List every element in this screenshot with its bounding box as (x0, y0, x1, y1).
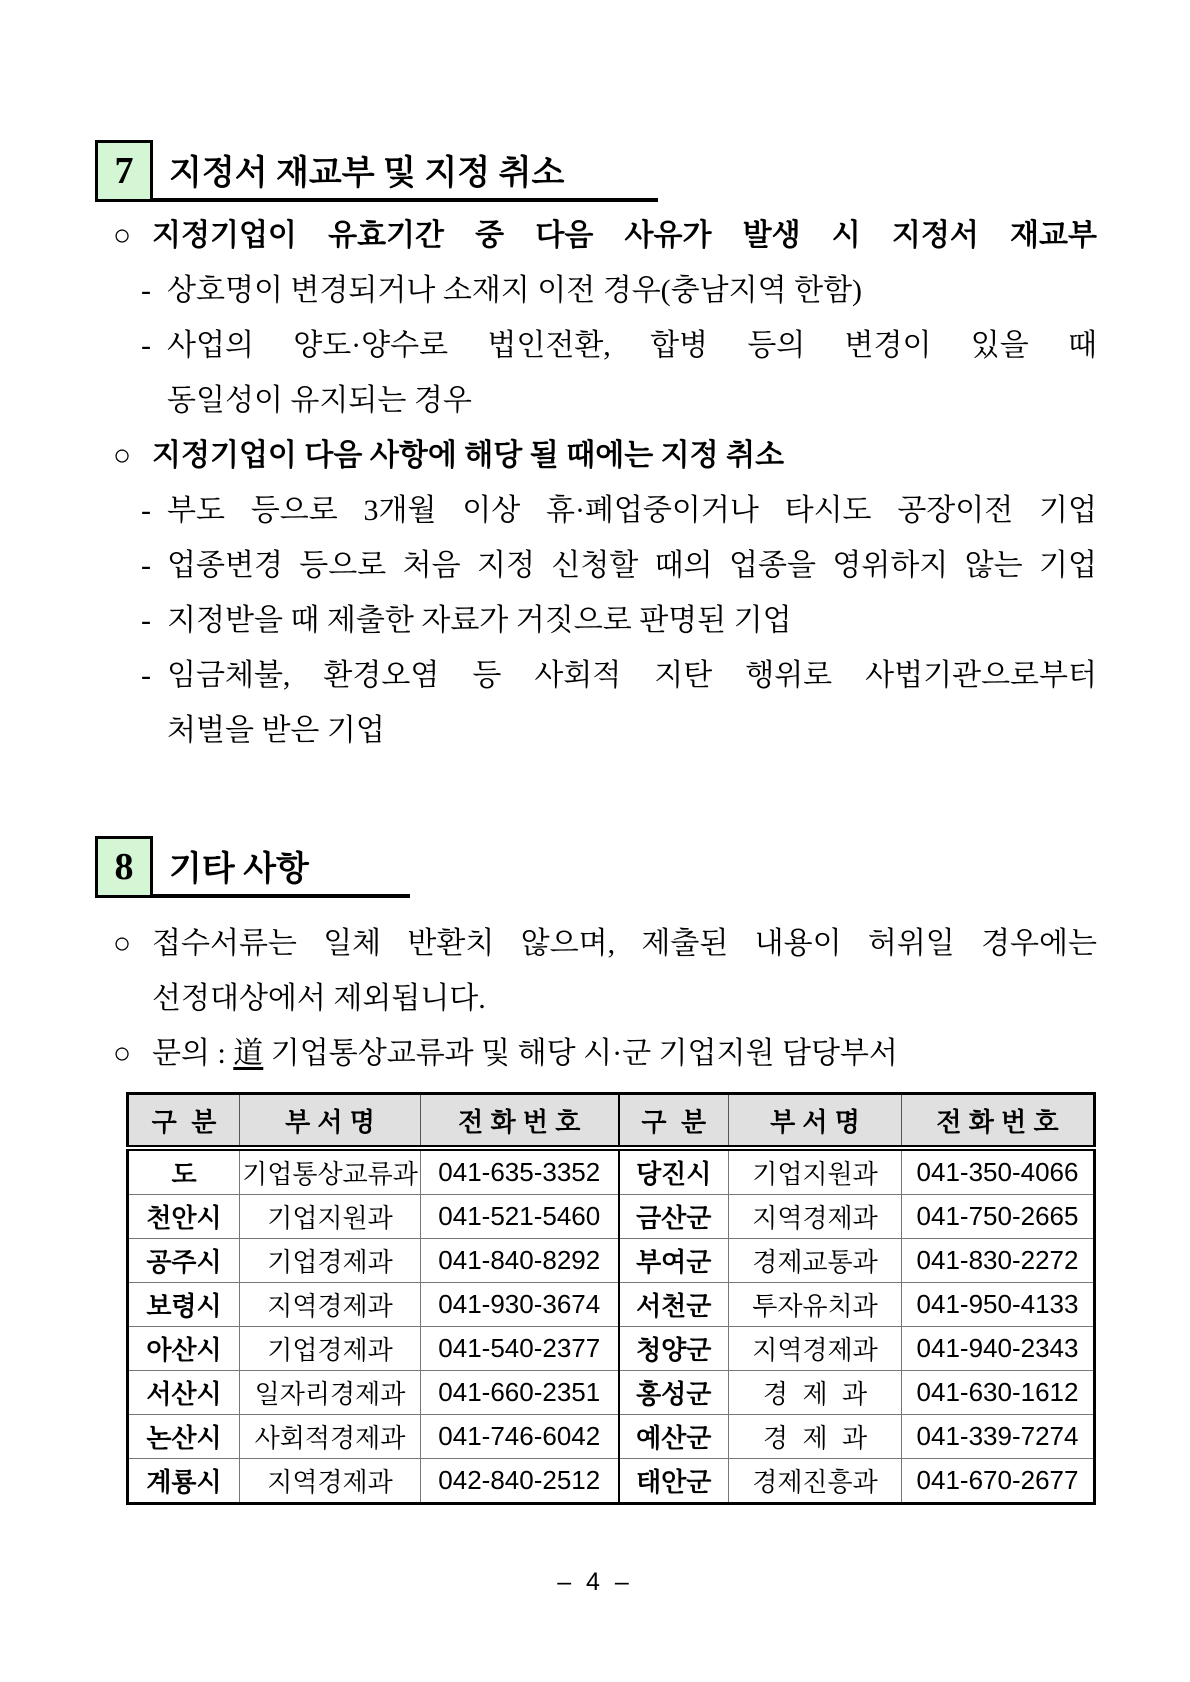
section-8-body (95, 916, 1097, 1081)
sub-text: 사업의 양도·양수로 법인전환, 합병 등의 변경이 있을 때 (167, 329, 1097, 362)
column-header-region-1: 구 분 (128, 1094, 240, 1149)
cell-dept: 기업경제과 (240, 1239, 421, 1283)
cell-region: 서산시 (128, 1371, 240, 1415)
bullet-text: 선정대상에서 제외됩니다. (152, 982, 486, 1015)
cell-region: 계룡시 (128, 1459, 240, 1504)
sub-text: 상호명이 변경되거나 소재지 이전 경우(충남지역 한함) (167, 274, 863, 307)
cell-phone: 041-670-2677 (902, 1459, 1095, 1504)
cell-dept: 지역경제과 (240, 1283, 421, 1327)
table-row (128, 1283, 1095, 1327)
cell-dept: 경제교통과 (729, 1239, 902, 1283)
table-row (128, 1459, 1095, 1504)
sub-text: 지정받을 때 제출한 자료가 거짓으로 판명된 기업 (167, 604, 792, 637)
cell-region: 금산군 (619, 1195, 729, 1239)
cell-phone: 041-930-3674 (421, 1283, 619, 1327)
cell-region: 예산군 (619, 1415, 729, 1459)
cell-region: 부여군 (619, 1239, 729, 1283)
circle-bullet-marker: ○ (113, 439, 132, 472)
cell-dept: 지역경제과 (240, 1459, 421, 1504)
cell-region: 홍성군 (619, 1371, 729, 1415)
section-7-header (95, 140, 1097, 202)
bullet-item (113, 916, 1097, 971)
cell-phone: 041-339-7274 (902, 1415, 1095, 1459)
page-number: – 4 – (557, 1568, 633, 1596)
table-row (128, 1327, 1095, 1371)
cell-dept: 지역경제과 (729, 1327, 902, 1371)
table-row (128, 1415, 1095, 1459)
cell-dept: 일자리경제과 (240, 1371, 421, 1415)
cell-phone: 041-940-2343 (902, 1327, 1095, 1371)
contact-line-prefix: 문의 : (152, 1037, 234, 1070)
table-row (128, 1371, 1095, 1415)
dash-bullet-marker: - (141, 329, 151, 362)
page-content (95, 0, 1097, 1505)
bullet-item (113, 1026, 1097, 1081)
continuation-line (167, 373, 1097, 428)
circle-bullet-marker: ○ (113, 219, 132, 252)
table-row (128, 1195, 1095, 1239)
table-header-row (128, 1094, 1095, 1149)
cell-phone: 041-521-5460 (421, 1195, 619, 1239)
column-header-phone-2: 전 화 번 호 (902, 1094, 1095, 1149)
circle-bullet-marker: ○ (113, 1037, 132, 1070)
contact-table-body (128, 1148, 1095, 1504)
column-header-dept-2: 부 서 명 (729, 1094, 902, 1149)
cell-dept: 기업지원과 (240, 1195, 421, 1239)
cell-phone: 041-350-4066 (902, 1148, 1095, 1195)
section-8-title: 기타 사항 (153, 836, 410, 898)
section-8-number-box: 8 (95, 836, 153, 898)
sub-item (141, 538, 1097, 593)
dash-bullet-marker: - (141, 494, 151, 527)
contact-table (126, 1092, 1096, 1505)
sub-item (141, 318, 1097, 373)
do-province-character: 道 (233, 1037, 264, 1070)
bullet-text: 접수서류는 일체 반환치 않으며, 제출된 내용이 허위일 경우에는 (152, 927, 1097, 960)
bullet-item (113, 208, 1097, 263)
sub-text: 동일성이 유지되는 경우 (167, 384, 472, 417)
cell-dept: 경 제 과 (729, 1415, 902, 1459)
cell-region: 청양군 (619, 1327, 729, 1371)
cell-phone: 041-635-3352 (421, 1148, 619, 1195)
column-header-dept-1: 부 서 명 (240, 1094, 421, 1149)
table-row (128, 1239, 1095, 1283)
cell-region: 서천군 (619, 1283, 729, 1327)
continuation-line (167, 703, 1097, 758)
cell-phone: 042-840-2512 (421, 1459, 619, 1504)
section-7-body (95, 208, 1097, 758)
column-header-phone-1: 전 화 번 호 (421, 1094, 619, 1149)
cell-dept: 기업지원과 (729, 1148, 902, 1195)
sub-text: 처벌을 받은 기업 (167, 714, 385, 747)
sub-item (141, 648, 1097, 703)
bullet-item (113, 428, 1097, 483)
sub-text: 임금체불, 환경오염 등 사회적 지탄 행위로 사법기관으로부터 (167, 659, 1097, 692)
circle-bullet-marker: ○ (113, 927, 132, 960)
cell-phone: 041-840-8292 (421, 1239, 619, 1283)
cell-region: 당진시 (619, 1148, 729, 1195)
cell-phone: 041-950-4133 (902, 1283, 1095, 1327)
cell-region: 공주시 (128, 1239, 240, 1283)
sub-text: 부도 등으로 3개월 이상 휴·폐업중이거나 타시도 공장이전 기업 (167, 494, 1097, 527)
section-7-title: 지정서 재교부 및 지정 취소 (153, 140, 658, 202)
dash-bullet-marker: - (141, 604, 151, 637)
contact-table-wrap (126, 1092, 1097, 1505)
cell-region: 논산시 (128, 1415, 240, 1459)
cell-dept: 기업경제과 (240, 1327, 421, 1371)
cell-region: 천안시 (128, 1195, 240, 1239)
cell-dept: 투자유치과 (729, 1283, 902, 1327)
table-row (128, 1148, 1095, 1195)
section-8-header (95, 836, 1097, 898)
continuation-line (152, 971, 1097, 1026)
sub-text: 업종변경 등으로 처음 지정 신청할 때의 업종을 영위하지 않는 기업 (167, 549, 1097, 582)
dash-bullet-marker: - (141, 274, 151, 307)
column-header-region-2: 구 분 (619, 1094, 729, 1149)
cell-phone: 041-830-2272 (902, 1239, 1095, 1283)
sub-item (141, 483, 1097, 538)
cell-region: 아산시 (128, 1327, 240, 1371)
sub-item (141, 593, 1097, 648)
section-7-number-box: 7 (95, 140, 153, 202)
dash-bullet-marker: - (141, 659, 151, 692)
cell-dept: 지역경제과 (729, 1195, 902, 1239)
cell-dept: 사회적경제과 (240, 1415, 421, 1459)
bullet-text: 지정기업이 유효기간 중 다음 사유가 발생 시 지정서 재교부 (152, 219, 1097, 252)
cell-phone: 041-746-6042 (421, 1415, 619, 1459)
cell-dept: 경제진흥과 (729, 1459, 902, 1504)
cell-phone: 041-750-2665 (902, 1195, 1095, 1239)
bullet-text: 지정기업이 다음 사항에 해당 될 때에는 지정 취소 (152, 439, 785, 472)
sub-item (141, 263, 1097, 318)
cell-phone: 041-540-2377 (421, 1327, 619, 1371)
contact-line-text: 기업통상교류과 및 해당 시·군 기업지원 담당부서 (263, 1037, 898, 1070)
cell-phone: 041-630-1612 (902, 1371, 1095, 1415)
dash-bullet-marker: - (141, 549, 151, 582)
cell-region: 태안군 (619, 1459, 729, 1504)
cell-region: 보령시 (128, 1283, 240, 1327)
cell-region: 도 (128, 1148, 240, 1195)
cell-phone: 041-660-2351 (421, 1371, 619, 1415)
cell-dept: 경 제 과 (729, 1371, 902, 1415)
cell-dept: 기업통상교류과 (240, 1148, 421, 1195)
